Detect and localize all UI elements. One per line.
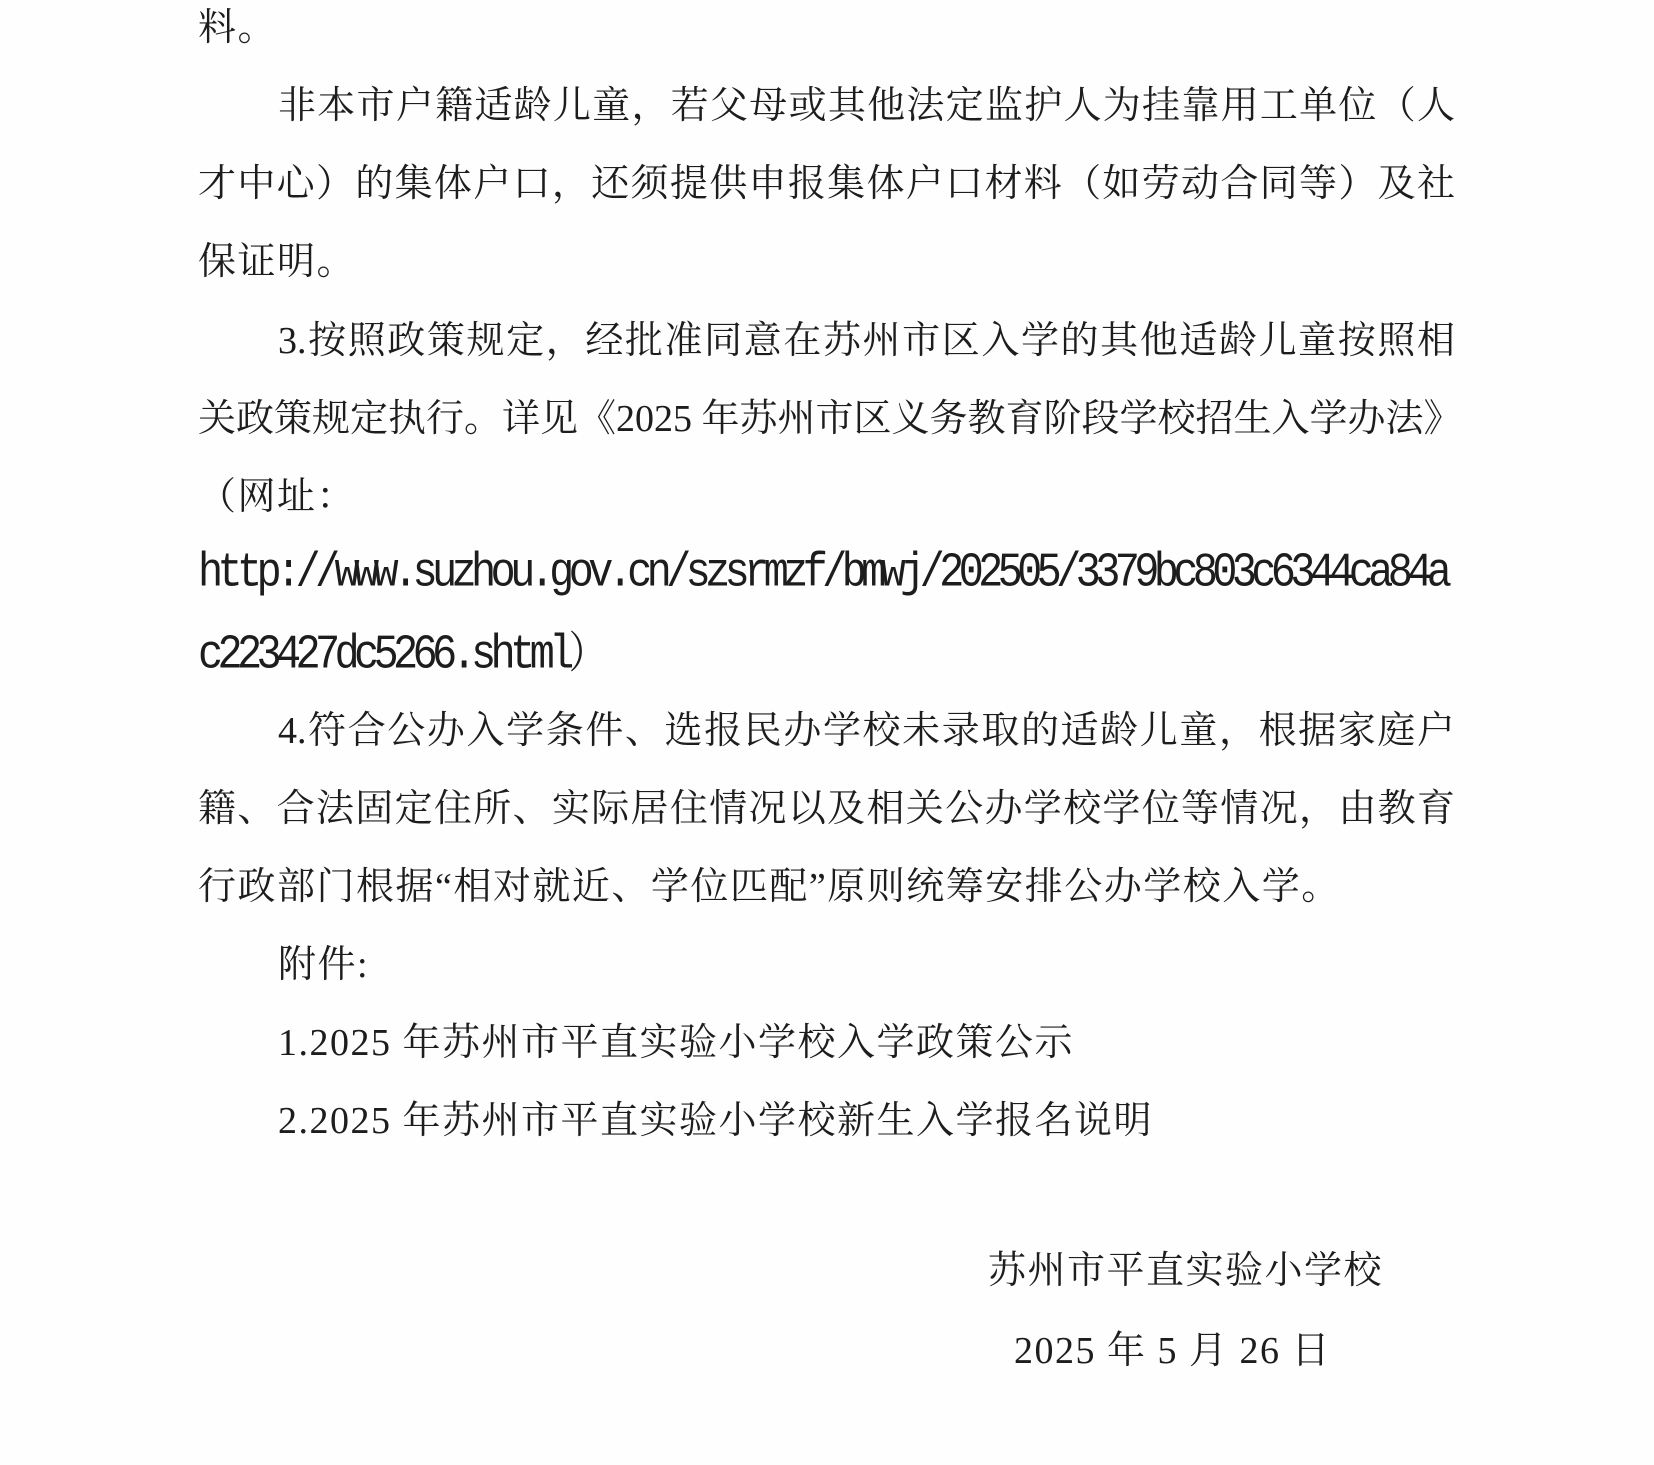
- signature-school: 苏州市平直实验小学校: [988, 1250, 1384, 1292]
- paragraph-3-line-2: 关政策规定执行。详见《2025 年苏州市区义务教育阶段学校招生入学办法》: [198, 398, 1462, 440]
- url-line-1: http://www.suzhou.gov.cn/szsrmzf/bmwj/202505/3379bc803c6344ca84a: [198, 545, 1447, 601]
- attachments-heading: 附件:: [278, 944, 370, 986]
- paragraph-4-line-1: 4.符合公办入学条件、选报民办学校未录取的适龄儿童，根据家庭户: [278, 710, 1455, 752]
- paragraph-3-line-3: （网址：: [198, 476, 357, 518]
- paragraph-hukou-line-1: 非本市户籍适龄儿童，若父母或其他法定监护人为挂靠用工单位（人: [278, 85, 1455, 127]
- paragraph-hukou-line-2: 才中心）的集体户口，还须提供申报集体户口材料（如劳动合同等）及社: [198, 163, 1455, 205]
- paragraph-3-line-1: 3.按照政策规定，经批准同意在苏州市区入学的其他适龄儿童按照相: [278, 320, 1455, 362]
- paragraph-4-line-2: 籍、合法固定住所、实际居住情况以及相关公办学校学位等情况，由教育: [198, 788, 1455, 830]
- url-close-paren: ）: [568, 629, 607, 678]
- paragraph-4-line-3: 行政部门根据“相对就近、学位匹配”原则统筹安排公办学校入学。: [198, 866, 1341, 908]
- paragraph-hukou-line-3: 保证明。: [198, 241, 357, 283]
- attachment-item-1: 1.2025 年苏州市平直实验小学校入学政策公示: [278, 1022, 1075, 1064]
- url-line-2-text: c223427dc5266.shtml: [198, 627, 569, 683]
- signature-date: 2025 年 5 月 26 日: [1014, 1330, 1332, 1372]
- body-line-continuation: 料。: [198, 7, 278, 49]
- url-line-2: [198, 627, 607, 683]
- attachment-item-2: 2.2025 年苏州市平直实验小学校新生入学报名说明: [278, 1100, 1154, 1142]
